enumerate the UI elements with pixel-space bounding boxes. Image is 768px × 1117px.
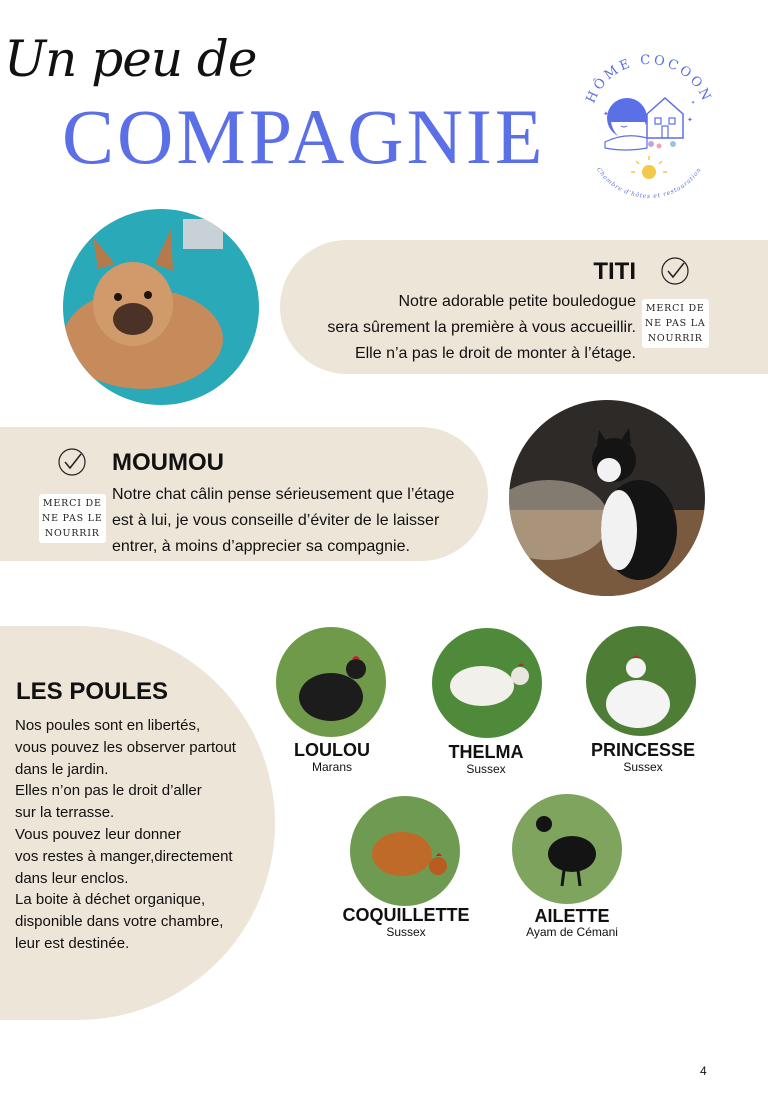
hen-name-ailette: AILETTE (534, 906, 610, 926)
check-icon (660, 256, 690, 286)
hen-breed-thelma: Sussex (466, 762, 506, 776)
hen-name-loulou: LOULOU (294, 740, 370, 760)
svg-text:✦: ✦ (687, 117, 693, 124)
hen-name-thelma: THELMA (448, 742, 524, 762)
hen-photo-thelma (432, 628, 542, 738)
hen-breed-princesse: Sussex (623, 760, 663, 774)
poules-description: Nos poules sont en libertés, vous pouvez les observer partout dans le jardin. Elles n’on pas le droit d’aller sur la terrasse. Vous pouvez leur donner vos restes à manger,directement dans leur enclos. La boite à déchet organique, disponible dans votre chambre, leur est destinée. (15, 717, 236, 952)
no-feeding-tag: MERCI DE NE PAS LA NOURRIR (642, 299, 709, 348)
script-title: Un peu de (4, 30, 257, 88)
moumou-description: Notre chat câlin pense sérieusement que l’étage est à lui, je vous conseille d’éviter de le laisser entrer, à moins d’apprecier sa compagnie. (112, 486, 455, 555)
svg-text:✦: ✦ (603, 111, 609, 118)
moumou-name: MOUMOU (112, 449, 224, 476)
hen-photo-ailette (512, 794, 622, 904)
hen-breed-coquillette: Sussex (386, 925, 426, 939)
hen-breed-ailette: Ayam de Cémani (526, 925, 618, 939)
page-title: COMPAGNIE (62, 93, 546, 180)
moumou-photo (509, 400, 705, 596)
titi-description: Notre adorable petite bouledogue sera sûrement la première à vous accueillir. Elle n’a pas le droit de monter à l’étage. (327, 293, 636, 362)
hen-photo-loulou (276, 627, 386, 737)
home-cocoon-logo (575, 52, 723, 202)
hen-name-coquillette: COQUILLETTE (342, 905, 470, 925)
hen-name-princesse: PRINCESSE (590, 740, 696, 760)
svg-text:Chambre d'hôtes et restauratio: Chambre d'hôtes et restauration (594, 166, 704, 200)
hen-breed-loulou: Marans (311, 760, 353, 774)
no-feeding-tag: MERCI DE NE PAS LE NOURRIR (39, 494, 106, 543)
titi-name: TITI (593, 258, 636, 285)
svg-text:✦: ✦ (691, 100, 696, 106)
poules-title: LES POULES (16, 678, 169, 705)
check-icon (57, 447, 87, 477)
hen-photo-princesse (586, 626, 696, 736)
svg-text:HÔME COCOON: HÔME COCOON (583, 52, 715, 106)
page-number: 4 (700, 1064, 707, 1078)
hen-photo-coquillette (350, 796, 460, 906)
titi-photo (63, 209, 259, 405)
